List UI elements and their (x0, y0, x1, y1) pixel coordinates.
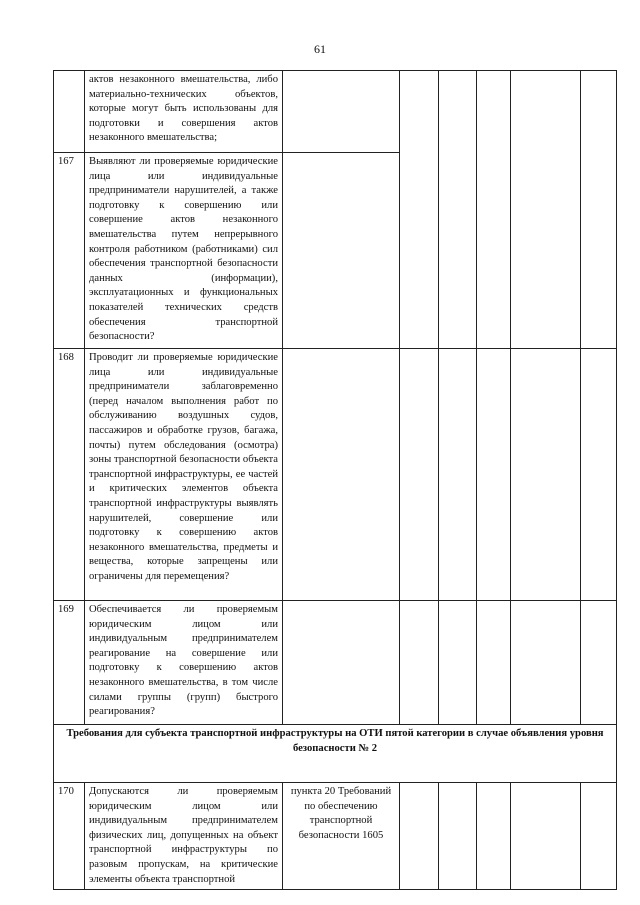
reference-cell: пункта 20 Требований по обеспечению транспортной безопасности 1605 (283, 783, 400, 890)
row-number: 169 (54, 601, 85, 725)
answer-no-cell[interactable] (439, 71, 477, 349)
answer-yes-cell[interactable] (400, 349, 439, 601)
section-title: Требования для субъекта транспортной инфраструктуры на ОТИ пятой категории в случае объявления уровня безопасности № 2 (54, 725, 617, 783)
row-number: 170 (54, 783, 85, 890)
answer-no-cell[interactable] (439, 349, 477, 601)
reference-cell (283, 153, 400, 349)
table-row (54, 601, 617, 725)
question-text: Проводит ли проверяемые юридические лица или индивидуальные предприниматели заблаговременно (перед началом выполнения работ по обслуживанию воздушных судов, пассажиров и обработке грузов, багажа, почты) путем обследования (осмотра) зоны транспортной безопасности объекта транспортной инфраструктуры, ее частей и критических элементов объекта транспортной инфраструктуры выявлять нарушителей, совершение или подготовку к совершению актов незаконного вмешательства, предметы и вещества, которые запрещены или ограничены для перемещения? (85, 349, 283, 601)
answer-yes-cell[interactable] (400, 601, 439, 725)
comment-cell[interactable] (511, 71, 581, 349)
answer-na-cell[interactable] (477, 601, 511, 725)
reference-cell (283, 601, 400, 725)
answer-no-cell[interactable] (439, 783, 477, 890)
question-text: Допускаются ли проверяемым юридическим лицом или индивидуальным предпринимателем физических лиц, допущенных на объект транспортной инфраструктуры по разовым пропускам, на критические элементы объекта транспортной (85, 783, 283, 890)
comment-cell[interactable] (511, 349, 581, 601)
answer-yes-cell[interactable] (400, 71, 439, 349)
reference-cell (283, 71, 400, 153)
table-row (54, 71, 617, 153)
answer-no-cell[interactable] (439, 601, 477, 725)
answer-na-cell[interactable] (477, 349, 511, 601)
question-text: актов незаконного вмешательства, либо материально-технических объектов, которые могут быть использованы для подготовки и совершения актов незаконного вмешательства; (85, 71, 283, 153)
extra-cell[interactable] (581, 601, 617, 725)
answer-na-cell[interactable] (477, 71, 511, 349)
question-text: Выявляют ли проверяемые юридические лица или индивидуальные предприниматели нарушителей, а также подготовку к совершению или совершение актов незаконного вмешательства путем непрерывного контроля работником (работниками) сил обеспечения транспортной безопасности данных (информации), эксплуатационных и функциональных показателей технических средств обеспечения транспортной безопасности? (85, 153, 283, 349)
row-number: 168 (54, 349, 85, 601)
extra-cell[interactable] (581, 71, 617, 349)
answer-na-cell[interactable] (477, 783, 511, 890)
row-number (54, 71, 85, 153)
answer-yes-cell[interactable] (400, 783, 439, 890)
comment-cell[interactable] (511, 601, 581, 725)
section-header-row (54, 725, 617, 783)
table-row (54, 349, 617, 601)
question-text: Обеспечивается ли проверяемым юридическим лицом или индивидуальным предпринимателем реагирование на совершение или подготовку к совершению актов незаконного вмешательства, в том числе силами группы (групп) быстрого реагирования? (85, 601, 283, 725)
reference-cell (283, 349, 400, 601)
checklist-table (53, 70, 617, 890)
page-number: 61 (314, 42, 326, 56)
table-row (54, 783, 617, 890)
comment-cell[interactable] (511, 783, 581, 890)
row-number: 167 (54, 153, 85, 349)
extra-cell[interactable] (581, 349, 617, 601)
extra-cell[interactable] (581, 783, 617, 890)
